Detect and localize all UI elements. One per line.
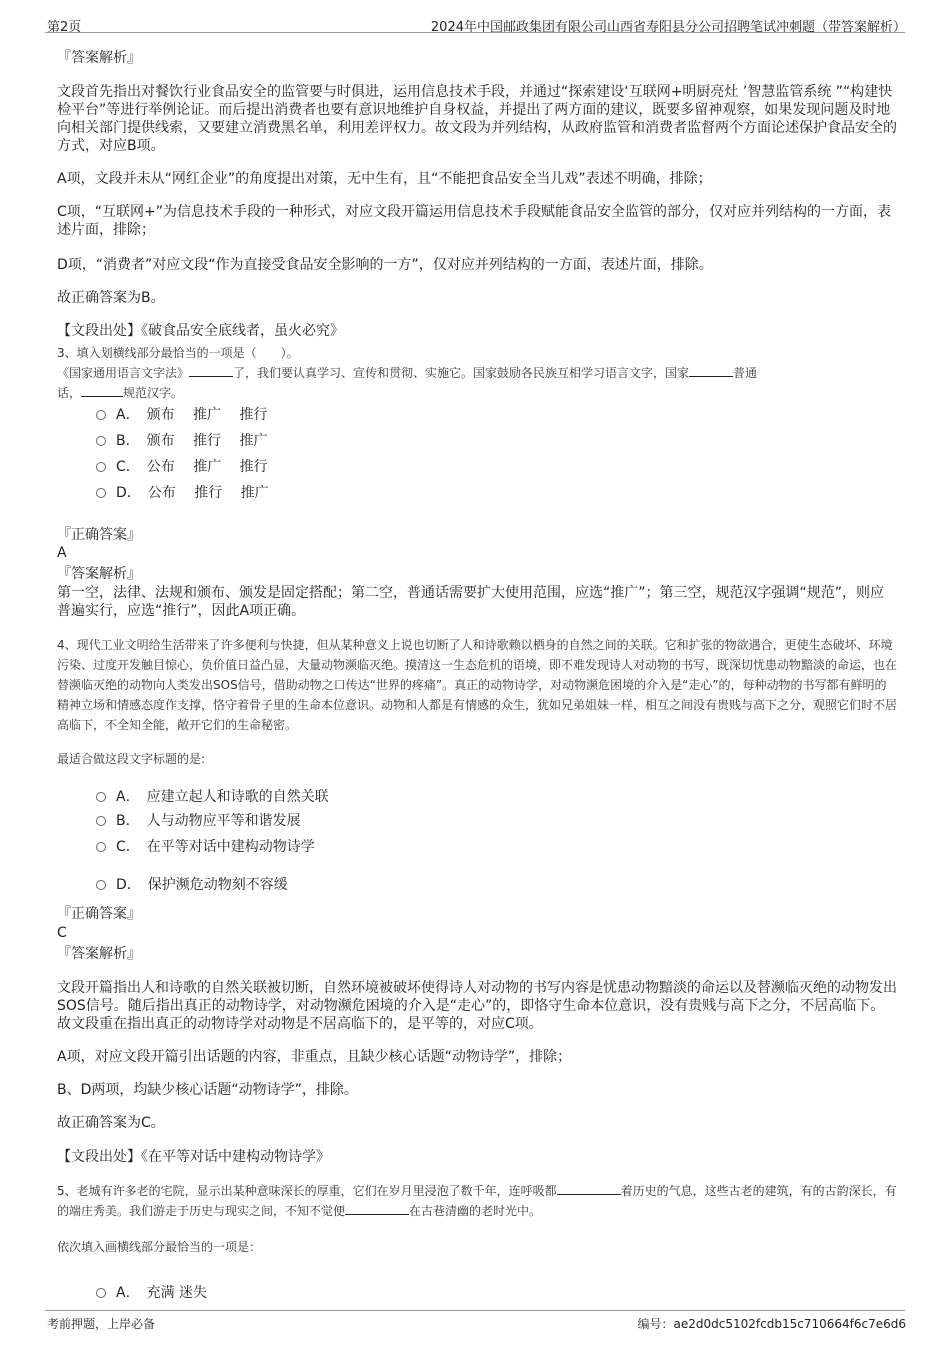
question-stem: 5、老城有许多老的宅院，显示出某种意味深长的厚重，它们在岁月里浸泡了数千年，连呼吸都 着历史的气息，这些古老的建筑，有的古韵深长，有的端庄秀美。我们游走于历史与现实之间，不知不觉便 在古巷清幽的老时光中。	[57, 1184, 897, 1218]
option-label: C． 在平等对话中建构动物诗学	[116, 839, 315, 855]
option-label: A． 颁布 推广 推行	[116, 407, 268, 423]
radio-icon[interactable]	[96, 880, 106, 890]
analysis-label: 『答案解析』	[57, 946, 141, 962]
radio-icon[interactable]	[96, 1288, 106, 1298]
radio-icon[interactable]	[96, 436, 106, 446]
option-b[interactable]	[96, 432, 268, 450]
source-citation: 【文段出处】《破食品安全底线者，虽火必究》	[57, 323, 344, 339]
option-d[interactable]	[96, 484, 269, 502]
analysis-label: 『答案解析』	[57, 50, 141, 66]
answer-value: C	[57, 925, 67, 941]
option-a[interactable]	[96, 1284, 207, 1302]
fill-blank	[81, 384, 123, 397]
option-c[interactable]	[96, 838, 315, 856]
header-divider	[45, 32, 905, 33]
option-label: A． 充满 迷失	[116, 1285, 208, 1301]
fill-blank	[689, 364, 733, 377]
option-a[interactable]	[96, 406, 267, 424]
document-id: 编号：ae2d0dc5102fcdb15c710664f6c7e6d6	[637, 1317, 906, 1331]
page-header	[0, 0, 950, 34]
option-d[interactable]	[96, 876, 288, 894]
source-citation: 【文段出处】《在平等对话中建构动物诗学》	[57, 1149, 330, 1165]
analysis-paragraph: A项，对应文段开篇引出话题的内容，非重点，且缺少核心话题“动物诗学”，排除；	[57, 1049, 572, 1065]
analysis-label: 『答案解析』	[57, 566, 141, 582]
answer-value: A	[57, 545, 67, 561]
radio-icon[interactable]	[96, 462, 106, 472]
analysis-paragraph: 文段首先指出对餐饮行业食品安全的监管要与时俱进，运用信息技术手段，并通过“探索建设‘互联网+明厨亮灶 ’智慧监管系统 ”“构建快检平台”等进行举例论证。而后提出消费者也要有意识地维护自身权益，并提出了两方面的建议，既要多留神观察，如果发现问题及时地向相关部门提供线索，又要建立消费黑名单，利用差评权力。故文段为并列结构，从政府监管和消费者监督两个方面论述保护食品安全的方式，对应B项。	[57, 84, 897, 154]
radio-icon[interactable]	[96, 792, 106, 802]
answer-label: 『正确答案』	[57, 527, 141, 543]
radio-icon[interactable]	[96, 488, 106, 498]
fill-blank	[189, 364, 233, 377]
question-stem: 4、现代工业文明给生活带来了许多便利与快捷，但从某种意义上说也切断了人和诗歌赖以栖身的自然之间的关联。它和扩张的物欲遇合，更使生态破坏、环境污染、过度开发触目惊心，负价值日益凸显，大量动物濒临灭绝。摸清这一生态危机的语境，即不难发现诗人对动物的书写，既深切忧患动物黯淡的命运，也在替濒临灭绝的动物向人类发出SOS信号，借助动物之口传达“世界的疼痛”。真正的动物诗学，对动物濒危困境的介入是“走心”的，每种动物的书写都有鲜明的精神立场和情感态度作支撑，恪守着骨子里的生命本位意识。动物和人都是有情感的众生，犹如兄弟姐妹一样，相互之间没有贵贱与高下之分，观照它们时不居高临下，不全知全能，敞开它们的生命秘密。	[57, 638, 898, 732]
radio-icon[interactable]	[96, 816, 106, 826]
analysis-paragraph: B、D两项，均缺少核心话题“动物诗学”，排除。	[57, 1082, 358, 1098]
question-stem: 3、填入划横线部分最恰当的一项是（ ）。	[57, 346, 299, 360]
analysis-paragraph: 第一空，法律、法规和颁布、颁发是固定搭配；第二空，普通话需要扩大使用范围，应选“推广”；第三空，规范汉字强调“规范”，则应普遍实行，应选“推行”，因此A项正确。	[57, 585, 885, 619]
question-text: 《国家通用语言文字法》 了，我们要认真学习、宣传和贯彻、实施它。国家鼓励各民族互相学习语言文字，国家 普通 话， 规范汉字。	[57, 366, 758, 400]
analysis-paragraph: C项，“互联网+”为信息技术手段的一种形式，对应文段开篇运用信息技术手段赋能食品安全监管的部分，仅对应并列结构的一方面，表述片面，排除；	[57, 204, 892, 238]
option-a[interactable]	[96, 788, 329, 806]
fill-blank	[557, 1182, 621, 1195]
page-footer	[0, 1305, 950, 1345]
option-b[interactable]	[96, 812, 301, 830]
option-label: C． 公布 推广 推行	[116, 459, 268, 475]
analysis-paragraph: D项，“消费者”对应文段“作为直接受食品安全影响的一方”，仅对应并列结构的一方面，表述片面，排除。	[57, 257, 713, 273]
radio-icon[interactable]	[96, 410, 106, 420]
document-title: 2024年中国邮政集团有限公司山西省寿阳县分公司招聘笔试冲刺题（带答案解析）	[430, 20, 906, 35]
fill-blank	[345, 1202, 409, 1215]
question-prompt: 最适合做这段文字标题的是:	[57, 752, 206, 766]
option-c[interactable]	[96, 458, 268, 476]
analysis-paragraph: A项，文段并未从“网红企业”的角度提出对策，无中生有，且“不能把食品安全当儿戏”表述不明确，排除；	[57, 171, 712, 187]
option-label: B． 人与动物应平等和谐发展	[116, 813, 301, 829]
analysis-paragraph: 故正确答案为C。	[57, 1115, 165, 1131]
option-label: A． 应建立起人和诗歌的自然关联	[116, 789, 329, 805]
footer-slogan: 考前押题，上岸必备	[47, 1317, 156, 1331]
option-label: D． 保护濒危动物刻不容缓	[116, 877, 288, 893]
analysis-paragraph: 文段开篇指出人和诗歌的自然关联被切断，自然环境被破坏使得诗人对动物的书写内容是忧患动物黯淡的命运以及替濒临灭绝的动物发出SOS信号。随后指出真正的动物诗学，对动物濒危困境的介入是“走心”的，即恪守生命本位意识，没有贵贱与高下之分，不居高临下。故文段重在指出真正的动物诗学对动物是不居高临下的，是平等的，对应C项。	[57, 980, 897, 1032]
option-label: B． 颁布 推行 推广	[116, 433, 268, 449]
radio-icon[interactable]	[96, 842, 106, 852]
analysis-paragraph: 故正确答案为B。	[57, 290, 165, 306]
question-prompt: 依次填入画横线部分最恰当的一项是：	[57, 1240, 262, 1254]
page-number: 第2页	[47, 20, 82, 35]
answer-label: 『正确答案』	[57, 906, 141, 922]
footer-divider	[45, 1310, 905, 1311]
option-label: D． 公布 推行 推广	[116, 485, 269, 501]
